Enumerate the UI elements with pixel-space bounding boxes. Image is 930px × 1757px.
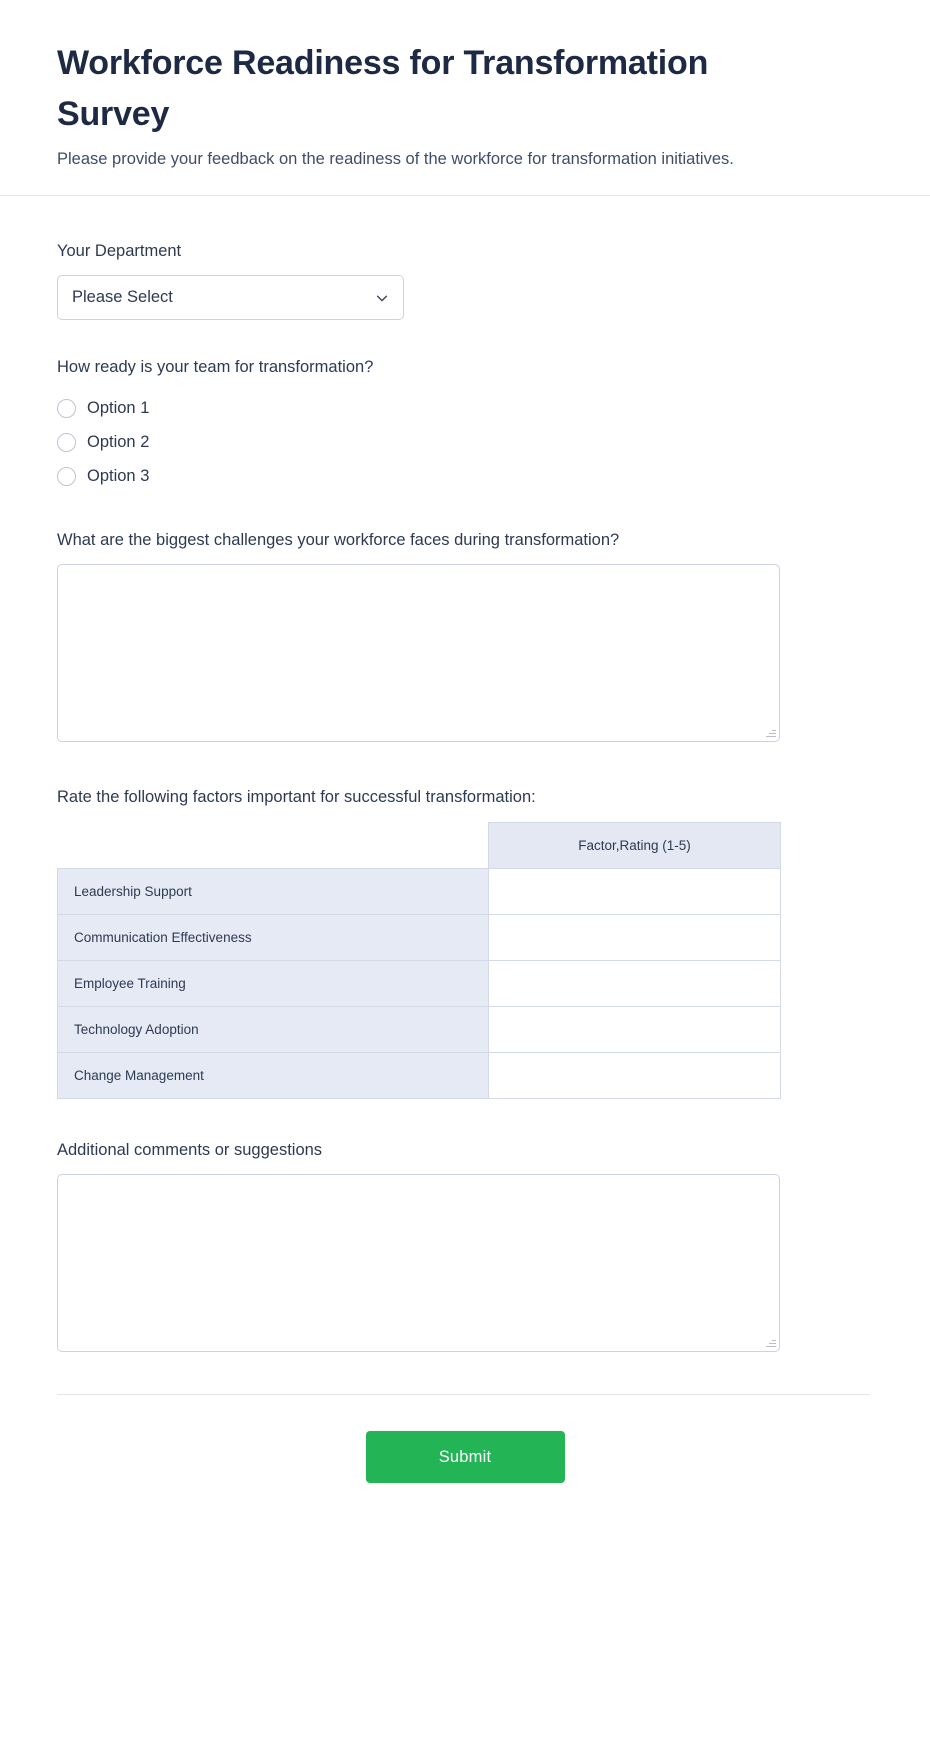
form-header <box>0 0 930 195</box>
radio-icon[interactable] <box>57 433 76 452</box>
table-header-row <box>58 823 781 869</box>
factor-label: Employee Training <box>58 961 489 1007</box>
field-challenges <box>57 529 870 742</box>
factor-label: Leadership Support <box>58 869 489 915</box>
submit-button[interactable]: Submit <box>366 1431 565 1483</box>
readiness-radio-group <box>57 391 870 493</box>
radio-option-2[interactable] <box>57 425 870 459</box>
table-row <box>58 915 781 961</box>
form-body <box>0 196 930 1395</box>
rating-matrix-body <box>58 869 781 1099</box>
rating-input[interactable] <box>489 915 781 961</box>
readiness-label: How ready is your team for transformation? <box>57 358 374 376</box>
field-rating-matrix <box>57 786 870 1099</box>
rating-matrix-table <box>57 822 781 1099</box>
resize-handle-icon[interactable] <box>765 727 776 738</box>
challenges-label: What are the biggest challenges your workforce faces during transformation? <box>57 531 620 549</box>
rating-input[interactable] <box>489 869 781 915</box>
department-selected-value: Please Select <box>72 288 173 306</box>
radio-icon[interactable] <box>57 399 76 418</box>
rating-matrix-wrapper <box>57 822 870 1099</box>
radio-option-label: Option 1 <box>87 399 150 417</box>
department-select[interactable] <box>57 275 404 320</box>
field-department <box>57 240 870 320</box>
factor-label: Change Management <box>58 1053 489 1099</box>
challenges-textarea[interactable] <box>57 564 780 742</box>
rating-matrix-label: Rate the following factors important for successful transformation: <box>57 788 536 806</box>
page-title: Workforce Readiness for Transformation Survey <box>57 44 709 133</box>
table-row <box>58 869 781 915</box>
table-header-blank <box>58 823 489 869</box>
radio-option-1[interactable] <box>57 391 870 425</box>
rating-matrix-head <box>58 823 781 869</box>
field-readiness <box>57 356 870 493</box>
radio-option-3[interactable] <box>57 459 870 493</box>
table-row <box>58 1007 781 1053</box>
rating-input[interactable] <box>489 1053 781 1099</box>
resize-handle-icon[interactable] <box>765 1337 776 1348</box>
field-comments <box>57 1139 870 1352</box>
factor-label: Technology Adoption <box>58 1007 489 1053</box>
radio-option-label: Option 2 <box>87 433 150 451</box>
comments-label: Additional comments or suggestions <box>57 1141 323 1159</box>
form-footer <box>0 1395 930 1523</box>
department-select-wrapper <box>57 275 404 320</box>
chevron-down-icon <box>375 291 389 305</box>
table-row <box>58 1053 781 1099</box>
rating-input[interactable] <box>489 1007 781 1053</box>
radio-option-label: Option 3 <box>87 467 150 485</box>
page-subtitle: Please provide your feedback on the readiness of the workforce for transformation initiatives. <box>57 150 734 168</box>
factor-label: Communication Effectiveness <box>58 915 489 961</box>
radio-icon[interactable] <box>57 467 76 486</box>
table-header-rating: Factor,Rating (1-5) <box>489 823 781 869</box>
department-label: Your Department <box>57 242 182 260</box>
rating-input[interactable] <box>489 961 781 1007</box>
table-row <box>58 961 781 1007</box>
comments-textarea[interactable] <box>57 1174 780 1352</box>
